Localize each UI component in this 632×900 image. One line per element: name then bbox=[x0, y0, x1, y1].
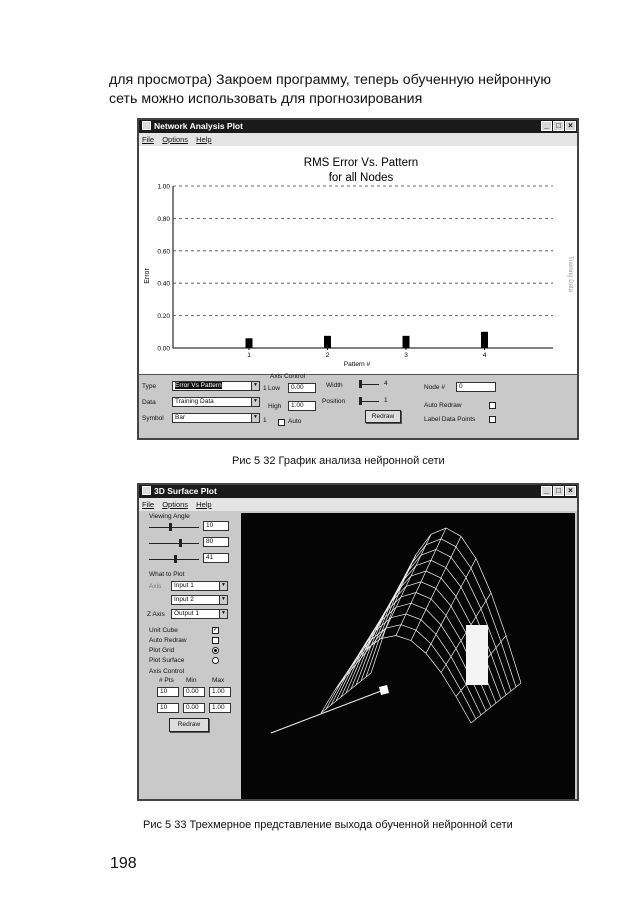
chevron-down-icon[interactable]: ▼ bbox=[251, 398, 259, 406]
redraw-button[interactable]: Redraw bbox=[365, 410, 401, 423]
minimize-button[interactable]: _ bbox=[541, 121, 552, 131]
node-label: Node # bbox=[424, 384, 445, 391]
angle-input-1[interactable]: 10 bbox=[203, 521, 229, 531]
high-label: High bbox=[268, 403, 282, 410]
surface-mesh bbox=[241, 513, 575, 799]
bar-2 bbox=[324, 336, 331, 348]
plot-surface-label: Plot Surface bbox=[149, 657, 185, 664]
low-label: Low bbox=[268, 385, 280, 392]
angle-slider-2[interactable] bbox=[149, 539, 199, 547]
mesh-line bbox=[471, 683, 521, 723]
x-axis-label: Pattern # bbox=[343, 361, 371, 368]
unit-cube-label: Unit Cube bbox=[149, 627, 178, 634]
chart-title-line-1: RMS Error Vs. Pattern bbox=[303, 157, 419, 169]
max-input-2[interactable]: 1.00 bbox=[209, 703, 231, 713]
chevron-down-icon[interactable]: ▼ bbox=[251, 414, 259, 422]
type-label: Type bbox=[142, 383, 157, 390]
close-button[interactable]: × bbox=[565, 486, 576, 496]
axis-control-label: Axis Control bbox=[270, 373, 306, 380]
slider-handle[interactable] bbox=[169, 523, 172, 531]
input1-select[interactable] bbox=[171, 581, 228, 591]
y-tick-label: 0.80 bbox=[157, 215, 170, 223]
mesh-line bbox=[411, 536, 461, 640]
network-analysis-window bbox=[137, 118, 579, 440]
x-tick-label: 2 bbox=[325, 352, 330, 359]
col-max-label: Max bbox=[212, 677, 225, 684]
intro-line-2: сеть можно использовать для прогнозирования bbox=[109, 91, 423, 107]
menu-bar bbox=[139, 133, 577, 146]
tick-one-label: 1 bbox=[263, 385, 267, 392]
x-tick-label: 4 bbox=[482, 352, 487, 359]
menu-help[interactable]: Help bbox=[196, 500, 212, 509]
auto-redraw-label: Auto Redraw bbox=[149, 637, 187, 644]
menu-bar bbox=[139, 498, 577, 511]
auto-label: Auto bbox=[288, 418, 302, 425]
symbol-label: Symbol bbox=[142, 415, 164, 422]
mesh-line bbox=[371, 528, 521, 683]
mesh-line bbox=[331, 614, 481, 715]
chevron-down-icon[interactable]: ▼ bbox=[251, 382, 259, 390]
pts-input-1[interactable]: 10 bbox=[157, 687, 179, 697]
data-select-value: Training Data bbox=[175, 398, 214, 405]
y-tick-label: 0.20 bbox=[157, 313, 170, 321]
minimize-button[interactable]: _ bbox=[541, 486, 552, 496]
surface-plot-window bbox=[137, 483, 579, 801]
position-slider[interactable] bbox=[359, 397, 379, 405]
title-bar[interactable] bbox=[139, 120, 577, 133]
bar-4 bbox=[481, 332, 488, 348]
auto-checkbox[interactable] bbox=[278, 419, 285, 426]
angle-input-3[interactable]: 41 bbox=[203, 553, 229, 563]
error-chart bbox=[139, 146, 577, 374]
unit-cube-checkbox[interactable]: ✓ bbox=[213, 627, 219, 633]
input2-select[interactable] bbox=[171, 595, 228, 605]
auto-redraw-label: Auto Redraw bbox=[424, 402, 462, 409]
low-input[interactable]: 0.00 bbox=[288, 383, 316, 393]
slider-handle[interactable] bbox=[179, 539, 182, 547]
width-label: Width bbox=[326, 382, 343, 389]
page-number: 198 bbox=[110, 855, 137, 872]
window-title: 3D Surface Plot bbox=[154, 486, 217, 496]
symbol-select[interactable] bbox=[172, 413, 260, 423]
col-min-label: Min bbox=[186, 677, 197, 684]
slider-handle[interactable] bbox=[174, 555, 177, 563]
angle-input-2[interactable]: 80 bbox=[203, 537, 229, 547]
plot-surface-radio[interactable] bbox=[212, 657, 219, 664]
max-input-1[interactable]: 1.00 bbox=[209, 687, 231, 697]
axis-control-label: Axis Control bbox=[149, 668, 185, 675]
angle-slider-3[interactable] bbox=[149, 555, 199, 563]
maximize-button[interactable]: □ bbox=[553, 486, 564, 496]
slider-handle[interactable] bbox=[359, 397, 362, 405]
data-label: Data bbox=[142, 399, 156, 406]
control-panel bbox=[139, 374, 577, 438]
slider-rail bbox=[149, 527, 199, 528]
system-menu-icon[interactable] bbox=[142, 121, 151, 130]
unit-cube-marker bbox=[466, 625, 488, 685]
title-bar[interactable] bbox=[139, 485, 577, 498]
min-input-2[interactable]: 0.00 bbox=[183, 703, 205, 713]
symbol-select-value: Bar bbox=[175, 414, 186, 421]
chevron-down-icon[interactable]: ▼ bbox=[219, 582, 227, 590]
chart-area bbox=[139, 146, 577, 374]
viewing-angle-label: Viewing Angle bbox=[149, 513, 190, 520]
z-axis-label: Z Axis bbox=[147, 611, 165, 618]
angle-slider-1[interactable] bbox=[149, 523, 199, 531]
type-select[interactable] bbox=[172, 381, 260, 391]
maximize-button[interactable]: □ bbox=[553, 121, 564, 131]
node-input[interactable]: 0 bbox=[456, 382, 496, 392]
intro-paragraph bbox=[109, 71, 604, 109]
origin-marker bbox=[379, 685, 389, 695]
col-pts-label: # Pts bbox=[159, 677, 174, 684]
y-tick-label: 1.00 bbox=[157, 183, 170, 191]
chart-title-line-2: for all Nodes bbox=[328, 172, 394, 184]
plot-grid-label: Plot Grid bbox=[149, 647, 175, 654]
width-value: 4 bbox=[384, 380, 388, 387]
width-slider[interactable] bbox=[359, 380, 379, 388]
x-tick-label: 3 bbox=[404, 352, 408, 359]
bar-1 bbox=[246, 338, 253, 348]
menu-options[interactable]: Options bbox=[162, 500, 189, 509]
type-select-value: Error Vs Pattern bbox=[175, 382, 222, 389]
slider-handle[interactable] bbox=[359, 380, 362, 388]
bar-3 bbox=[403, 336, 410, 348]
menu-file[interactable]: File bbox=[142, 135, 155, 144]
redraw-button[interactable]: Redraw bbox=[169, 718, 209, 732]
input1-select-value: Input 1 bbox=[174, 582, 194, 589]
tick-one-label-2: 1 bbox=[263, 417, 267, 424]
y-axis-label: Error bbox=[144, 268, 151, 284]
menu-help[interactable]: Help bbox=[196, 135, 212, 144]
data-select[interactable] bbox=[172, 397, 260, 407]
high-input[interactable]: 1.00 bbox=[288, 401, 316, 411]
label-points-checkbox[interactable] bbox=[489, 416, 496, 423]
input2-select-value: Input 2 bbox=[174, 596, 194, 603]
surface-plot-area bbox=[241, 513, 575, 799]
window-title: Network Analysis Plot bbox=[154, 121, 243, 131]
settings-panel bbox=[139, 511, 239, 799]
auto-redraw-checkbox[interactable] bbox=[212, 637, 219, 644]
y-tick-label: 0.60 bbox=[157, 248, 170, 256]
close-button[interactable]: × bbox=[565, 121, 576, 131]
position-label: Position bbox=[322, 398, 346, 405]
auto-redraw-checkbox[interactable] bbox=[489, 402, 496, 409]
menu-options[interactable]: Options bbox=[162, 135, 189, 144]
y-tick-label: 0.00 bbox=[157, 345, 170, 353]
system-menu-icon[interactable] bbox=[142, 486, 151, 495]
x-tick-label: 1 bbox=[247, 352, 251, 359]
slider-rail bbox=[149, 543, 199, 544]
output-select[interactable] bbox=[171, 609, 228, 619]
right-side-label: Training Data bbox=[567, 256, 573, 292]
slider-rail bbox=[359, 384, 379, 385]
y-tick-label: 0.40 bbox=[157, 280, 170, 288]
axis1-label: Axis bbox=[149, 583, 162, 590]
mesh-line bbox=[361, 550, 511, 692]
pts-input-2[interactable]: 10 bbox=[157, 703, 179, 713]
what-to-plot-label: What to Plot bbox=[149, 571, 185, 578]
chevron-down-icon[interactable]: ▼ bbox=[219, 596, 227, 604]
slider-rail bbox=[359, 401, 379, 402]
min-input-1[interactable]: 0.00 bbox=[183, 687, 205, 697]
plot-grid-radio[interactable] bbox=[212, 647, 219, 654]
figure-caption-2: Рис 5 33 Трехмерное представление выхода обученной нейронной сети bbox=[143, 819, 513, 831]
menu-file[interactable]: File bbox=[142, 500, 155, 509]
position-value: 1 bbox=[384, 397, 388, 404]
label-points-label: Label Data Points bbox=[424, 416, 476, 423]
intro-line-1: для просмотра) Закроем программу, теперь обученную нейронную bbox=[109, 72, 551, 88]
figure-caption-1: Рис 5 32 График анализа нейронной сети bbox=[232, 455, 445, 467]
mesh-line bbox=[366, 539, 516, 687]
chevron-down-icon[interactable]: ▼ bbox=[219, 610, 227, 618]
output-select-value: Output 1 bbox=[174, 610, 199, 617]
chart-axes bbox=[173, 186, 553, 348]
axis-line bbox=[271, 691, 381, 733]
